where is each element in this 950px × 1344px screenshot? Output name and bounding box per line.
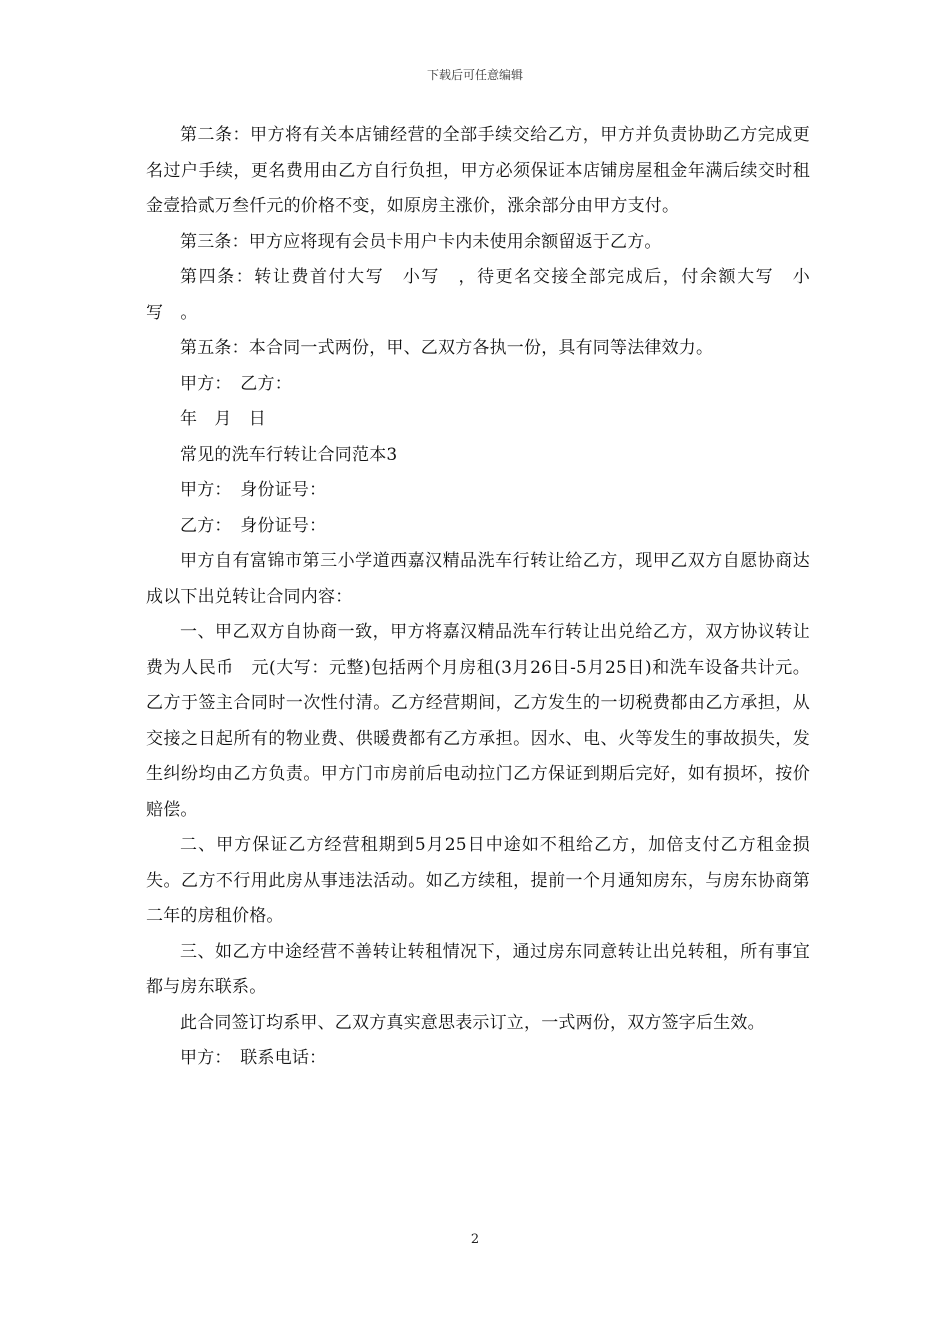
party-a-id: 甲方： 身份证号：	[180, 480, 327, 500]
section-title: 常见的洗车行转让合同范本3	[180, 444, 398, 465]
page-number: 2	[470, 1232, 480, 1247]
document-body	[146, 118, 810, 1077]
paragraph-clause-1: 一、甲乙双方自协商一致，甲方将嘉汉精品洗车行转让出兑给乙方，双方协议转让费为人民币 元(大写：元整)包括两个月房租(3月26日-5月25日)和洗车设备共计元。乙方于签主合同时一次性付清。乙方经营期间，乙方发生的一切税费都由乙方承担，从交接之日起所有的物业费、供暖费都有乙方承担。因水、电、火等发生的事故损失，发生纠纷均由乙方负责。甲方门市房前后电动拉门乙方保证到期后完好，如有损坏，按价赔偿。	[146, 622, 810, 820]
paragraph-article-5: 第五条：本合同一式两份，甲、乙双方各执一份，具有同等法律效力。	[180, 338, 714, 358]
signature-contact: 甲方： 联系电话：	[180, 1048, 327, 1068]
header-note: 下载后可任意编辑	[426, 68, 523, 82]
paragraph-clause-3: 三、如乙方中途经营不善转让转租情况下，通过房东同意转让出兑转租，所有事宜都与房东联系。	[146, 941, 810, 997]
party-b-id: 乙方： 身份证号：	[180, 515, 327, 536]
paragraph-closing: 此合同签订均系甲、乙双方真实意思表示订立，一式两份，双方签字后生效。	[180, 1012, 765, 1033]
signature-date: 年 月 日	[180, 409, 266, 429]
paragraph-intro: 甲方自有富锦市第三小学道西嘉汉精品洗车行转让给乙方，现甲乙双方自愿协商达成以下出兑转让合同内容：	[146, 551, 810, 607]
signature-parties: 甲方： 乙方：	[180, 373, 292, 394]
paragraph-clause-2: 二、甲方保证乙方经营租期到5月25日中途如不租给乙方，加倍支付乙方租金损失。乙方不行用此房从事违法活动。如乙方续租，提前一个月通知房东，与房东协商第二年的房租价格。	[146, 835, 810, 926]
paragraph-article-3: 第三条：甲方应将现有会员卡用户卡内未使用余额留返于乙方。	[180, 231, 662, 252]
paragraph-article-2: 第二条：甲方将有关本店铺经营的全部手续交给乙方，甲方并负责协助乙方完成更名过户手续，更名费用由乙方自行负担，甲方必须保证本店铺房屋租金年满后续交时租金壹拾贰万叁仟元的价格不变，如原房主涨价，涨余部分由甲方支付。	[146, 125, 810, 216]
paragraph-article-4: 第四条：转让费首付大写 小写 ，待更名交接全部完成后，付余额大写 小写 。	[146, 267, 810, 323]
